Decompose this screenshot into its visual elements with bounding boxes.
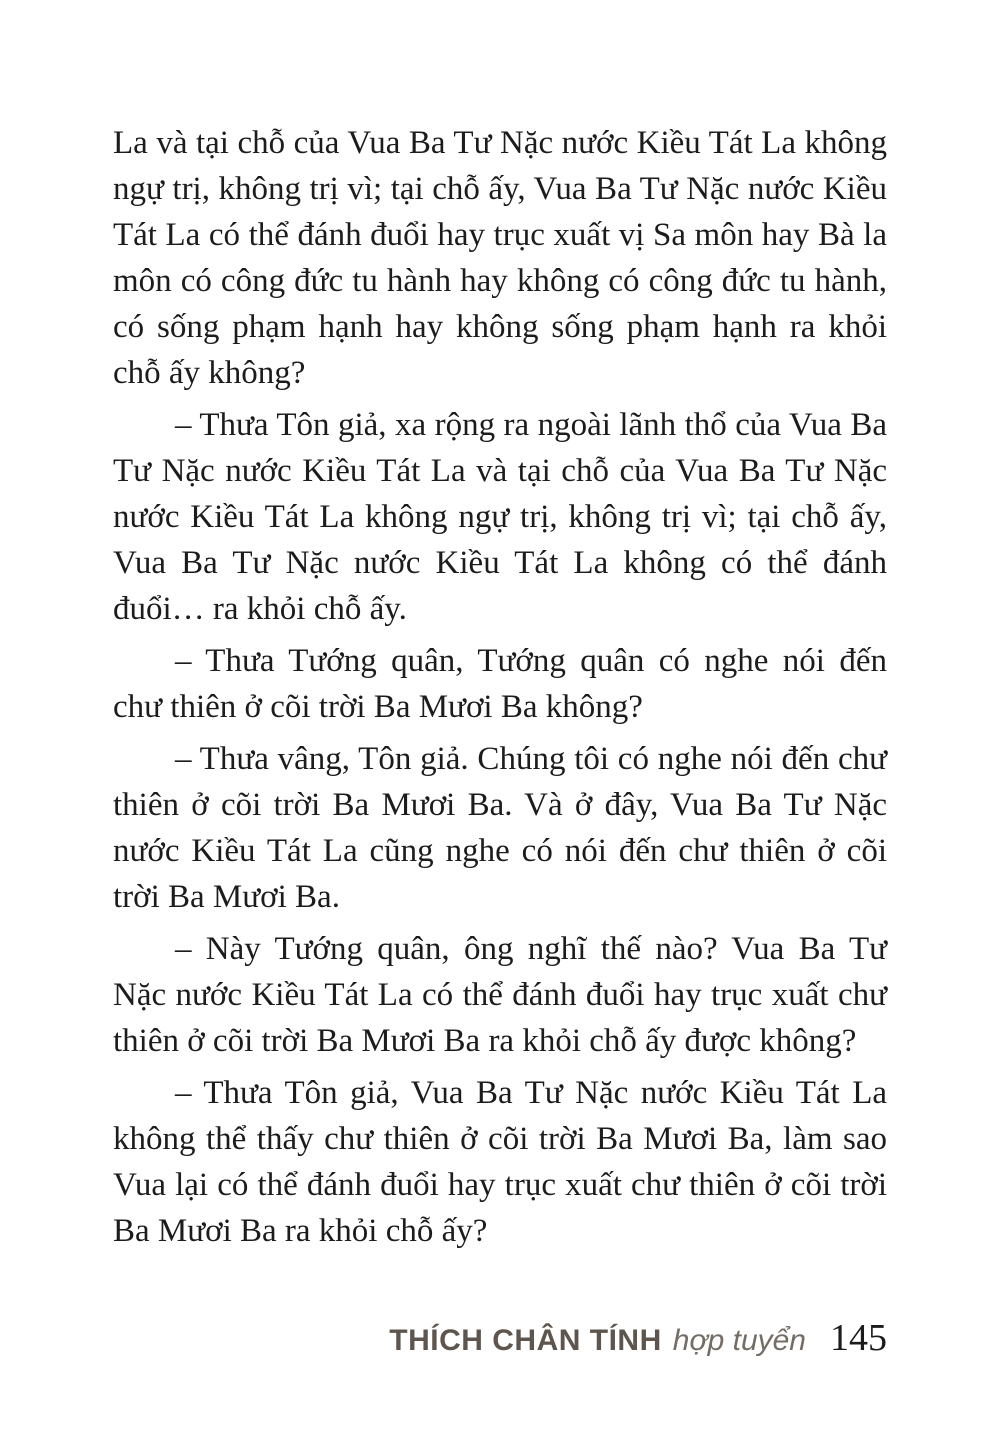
paragraph-dialogue-2: – Thưa Tướng quân, Tướng quân có nghe nói đến chư thiên ở cõi trời Ba Mươi Ba không? [113, 643, 887, 725]
paragraph-dialogue-3: – Thưa vâng, Tôn giả. Chúng tôi có nghe nói đến chư thiên ở cõi trời Ba Mươi Ba. Và ở đây, Vua Ba Tư Nặc nước Kiều Tát La cũng nghe có nói đến chư thiên ở cõi trời Ba Mươi Ba. [113, 741, 887, 915]
paragraph-dialogue-5: – Thưa Tôn giả, Vua Ba Tư Nặc nước Kiều Tát La không thể thấy chư thiên ở cõi trời Ba Mươi Ba, làm sao Vua lại có thể đánh đuổi hay trục xuất chư thiên ở cõi trời Ba Mươi Ba ra khỏi chỗ ấy? [113, 1075, 887, 1249]
footer-author-name: THÍCH CHÂN TÍNH [389, 1324, 662, 1357]
paragraph-dialogue-4: – Này Tướng quân, ông nghĩ thế nào? Vua Ba Tư Nặc nước Kiều Tát La có thể đánh đuổi hay trục xuất chư thiên ở cõi trời Ba Mươi Ba ra khỏi chỗ ấy được không? [113, 931, 887, 1059]
paragraph-dialogue-1: – Thưa Tôn giả, xa rộng ra ngoài lãnh thổ của Vua Ba Tư Nặc nước Kiều Tát La và tại chỗ của Vua Ba Tư Nặc nước Kiều Tát La không ngự trị, không trị vì; tại chỗ ấy, Vua Ba Tư Nặc nước Kiều Tát La không có thể đánh đuổi… ra khỏi chỗ ấy. [113, 407, 887, 627]
paragraph-continuation: La và tại chỗ của Vua Ba Tư Nặc nước Kiều Tát La không ngự trị, không trị vì; tại chỗ ấy, Vua Ba Tư Nặc nước Kiều Tát La có thể đánh đuổi hay trục xuất vị Sa môn hay Bà la môn có công đức tu hành hay không có công đức tu hành, có sống phạm hạnh hay không sống phạm hạnh ra khỏi chỗ ấy không? [113, 125, 887, 391]
footer-book-title: hợp tuyển [672, 1324, 806, 1357]
page-footer [389, 1316, 887, 1360]
page-number: 145 [830, 1317, 887, 1359]
body-text [113, 120, 887, 1260]
